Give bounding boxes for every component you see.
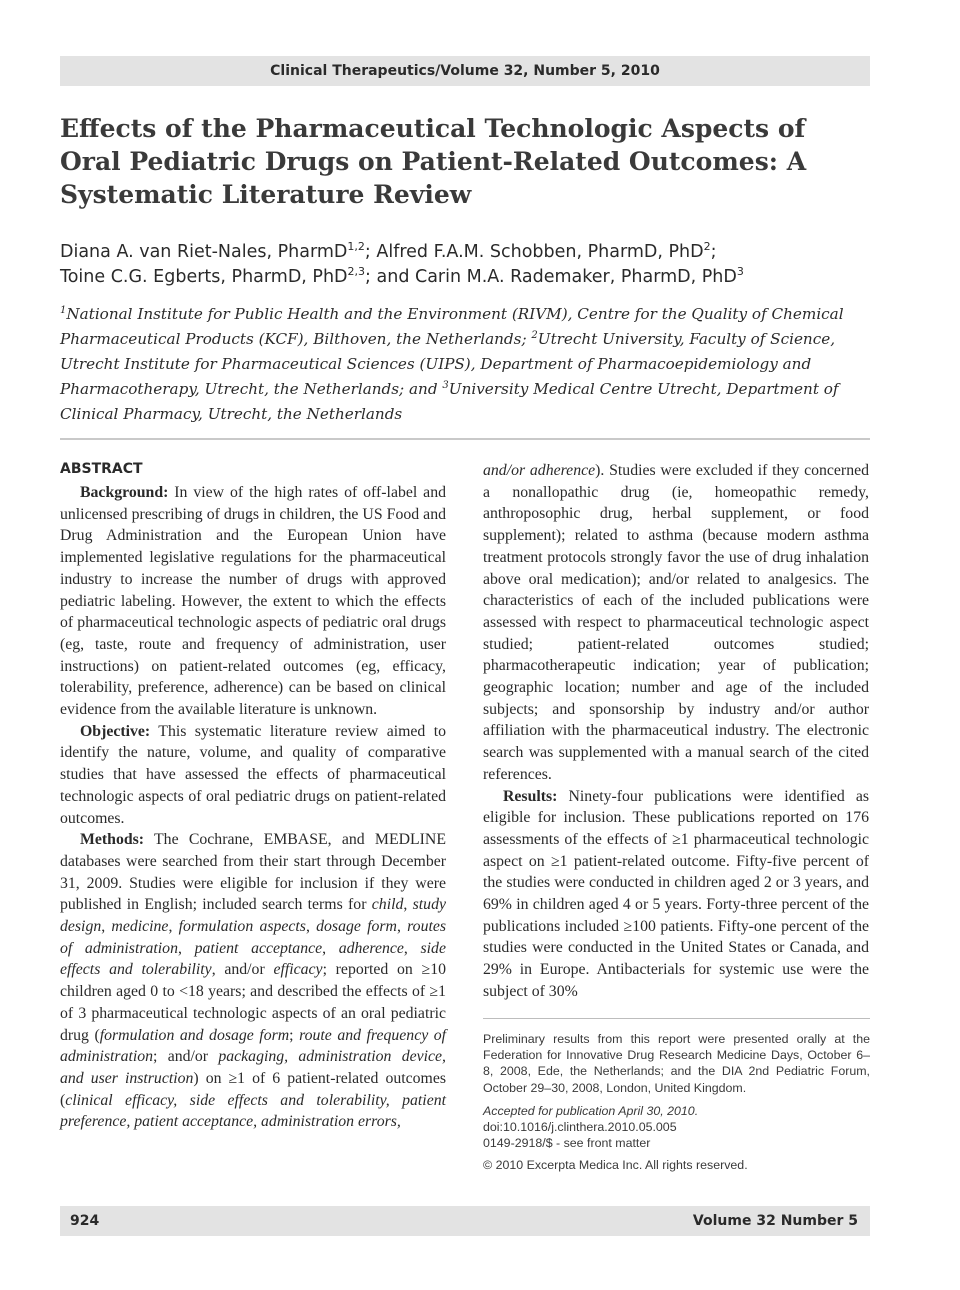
abstract-heading: ABSTRACT bbox=[60, 461, 143, 477]
technologic-aspect: route and frequency of administration bbox=[60, 1026, 447, 1066]
separator: ; and/or bbox=[153, 1048, 219, 1066]
search-term: side effects and tolerability bbox=[60, 939, 446, 979]
section-divider bbox=[60, 438, 870, 440]
author-line-2 bbox=[60, 265, 870, 290]
separator: , bbox=[322, 939, 339, 957]
separator: , bbox=[403, 896, 413, 914]
paragraph-text: The Cochrane, EMBASE, and MEDLINE databases were searched from their start through December 31, 2009. Studies were eligible for inclusion if they were published in English; included search terms for bbox=[60, 831, 446, 914]
paragraph-text: Ninety-four publications were identified as eligible for inclusion. These publications reported on 176 assessments of the effects of ≥1 pharmaceutical technologic aspect on ≥1 patient-related outcome. Fifty-five percent of the studies were conducted in children aged 2 or 3 years, and 69% in children aged 4 or 5 years. Forty-three percent of the publications included ≥100 patients. Fifty-one percent of the studies were conducted in the United States or Canada, and 29% in Europe. Antibacterials for systemic use were the subject of 30% bbox=[483, 787, 869, 1000]
affiliation-text: National Institute for Public Health and the Environment (RIVM), Centre for the Quality of Chemical Pharmaceutical Products (KCF), Bilthoven, the Netherlands; bbox=[60, 305, 844, 348]
author-name: ; Alfred F.A.M. Schobben, PharmD, PhD bbox=[364, 242, 704, 262]
footnote-divider bbox=[483, 1018, 870, 1019]
affiliation-text: Utrecht University, Faculty of Science, Utrecht Institute for Pharmaceutical Sciences (UIPS), Department of Pharmacoepidemiology and Pharmacotherapy, Utrecht, the Netherlands; and bbox=[60, 330, 836, 398]
search-term: patient acceptance bbox=[194, 939, 323, 957]
search-term: routes of administration bbox=[60, 918, 447, 957]
author-affiliation-ref: 1,2 bbox=[347, 240, 365, 254]
volume-label: Volume 32 Number 5 bbox=[692, 1213, 858, 1229]
running-header bbox=[60, 56, 870, 86]
article-title: Effects of the Pharmaceutical Technologic Aspects of Oral Pediatric Drugs on Patient-Related Outcomes: A Systematic Literature Review bbox=[60, 114, 807, 209]
paragraph-text: ) on ≥1 of 6 patient-related outcomes ( bbox=[60, 1069, 446, 1109]
author-line-1 bbox=[60, 240, 870, 265]
abstract-objective bbox=[60, 721, 446, 830]
section-label: Methods: bbox=[80, 831, 145, 849]
separator: , bbox=[396, 918, 408, 936]
separator: ; bbox=[289, 1026, 300, 1044]
running-footer bbox=[60, 1206, 870, 1236]
affiliation-marker: 2 bbox=[531, 329, 538, 341]
abstract-column-left bbox=[60, 482, 446, 1133]
technologic-aspect: formulation and dosage form bbox=[99, 1026, 290, 1044]
affiliations bbox=[60, 302, 872, 427]
abstract-results bbox=[483, 786, 869, 1003]
paragraph-text: ; reported on ≥10 children aged 0 to <18 years; and described the effects of ≥1 of 3 pharmaceutical technologic aspects of an oral pediatric drug ( bbox=[60, 961, 446, 1044]
footnote-publication-info bbox=[483, 1103, 870, 1152]
abstract-background bbox=[60, 482, 446, 721]
search-term: child bbox=[371, 896, 404, 914]
section-label: Objective: bbox=[80, 722, 151, 740]
issn: 0149-2918/$ - see front matter bbox=[483, 1136, 651, 1151]
separator: , and/or bbox=[211, 961, 274, 979]
author-name: Toine C.G. Egberts, PharmD, PhD bbox=[60, 267, 348, 287]
author-affiliation-ref: 2,3 bbox=[347, 265, 366, 279]
search-term: dosage form bbox=[316, 918, 397, 936]
section-label: Results: bbox=[503, 787, 558, 805]
abstract-methods bbox=[60, 829, 446, 1133]
outcome-list: and/or adherence bbox=[483, 462, 596, 479]
affiliation-marker: 3 bbox=[442, 379, 449, 391]
affiliation-marker: 1 bbox=[60, 304, 67, 316]
section-label: Background: bbox=[80, 484, 169, 501]
separator: , bbox=[177, 939, 195, 957]
paragraph-text: ). Studies were excluded if they concerned a nonallopathic drug (ie, homeopathic remedy, anthroposophic drug, herbal supplement, or food supplement); related to asthma (because modern asthma treatment protocols strongly favor the use of drug inhalation above oral medication); and/or related to analgesics. The characteristics of each of the included publications were assessed with respect to pharmaceutical technologic aspect studied; patient-related outcomes studied; pharmacotherapeutic indication; year of publication; geographic location; number and age of the included subjects; and sponsorship by industry and/or author affiliation with the pharmaceutical industry. The electronic search was supplemented with a manual search of the cited references. bbox=[483, 462, 869, 783]
doi: doi:10.1016/j.clinthera.2010.05.005 bbox=[483, 1120, 677, 1135]
accepted-date: Accepted for publication April 30, 2010. bbox=[483, 1104, 699, 1118]
separator: , bbox=[101, 918, 112, 936]
author-separator: ; bbox=[710, 242, 717, 262]
author-list bbox=[60, 240, 870, 290]
search-term: efficacy bbox=[273, 961, 323, 979]
search-term: medicine bbox=[111, 918, 169, 936]
author-affiliation-ref: 2 bbox=[703, 240, 711, 254]
abstract-methods-continued bbox=[483, 460, 869, 786]
search-term: study design bbox=[60, 896, 446, 936]
page-number: 924 bbox=[70, 1213, 100, 1229]
separator: , bbox=[403, 939, 421, 957]
author-name: ; and Carin M.A. Rademaker, PharmD, PhD bbox=[365, 267, 737, 287]
search-term: adherence bbox=[338, 939, 404, 957]
separator: , bbox=[305, 918, 317, 936]
abstract-column-right bbox=[483, 460, 869, 1003]
author-name: Diana A. van Riet-Nales, PharmD bbox=[60, 242, 348, 262]
footnote-preliminary: Preliminary results from this report were presented orally at the Federation for Innovative Drug Research Medicine Days, October 6–8, 2008, Ede, the Netherlands; and the DIA 2nd Pediatric Forum, October 29–30, 2008, London, United Kingdom. bbox=[483, 1032, 870, 1095]
copyright: © 2010 Excerpta Medica Inc. All rights reserved. bbox=[483, 1158, 748, 1172]
separator: , bbox=[168, 918, 179, 936]
paragraph-text: In view of the high rates of off-label and unlicensed prescribing of drugs in children, the US Food and Drug Administration and the European Union have implemented legislative regulations for the pharmaceutical industry to increase the number of drugs with approved pediatric labeling. However, the extent to which the effects of pharmaceutical technologic aspects of pediatric oral drugs (eg, taste, route and frequency of administration, user instructions) on patient-related outcomes (eg, efficacy, tolerability, preference, adherence) can be based on clinical evidence from the available literature is unknown. bbox=[60, 484, 446, 719]
outcome-list: clinical efficacy, side effects and tolerability, patient preference, patient acceptance, administration errors, bbox=[60, 1091, 446, 1131]
journal-citation: Clinical Therapeutics/Volume 32, Number 5, 2010 bbox=[270, 63, 660, 79]
technologic-aspect: packaging, administration device, and user instruction bbox=[60, 1048, 446, 1087]
author-affiliation-ref: 3 bbox=[736, 265, 744, 279]
affiliation-text: University Medical Centre Utrecht, Department of Clinical Pharmacy, Utrecht, the Netherlands bbox=[60, 380, 839, 423]
search-term: formulation aspects bbox=[178, 918, 306, 936]
paragraph-text: This systematic literature review aimed to identify the nature, volume, and quality of comparative studies that have assessed the effects of pharmaceutical technologic aspects of oral pediatric drugs on patient-related outcomes. bbox=[60, 722, 446, 827]
